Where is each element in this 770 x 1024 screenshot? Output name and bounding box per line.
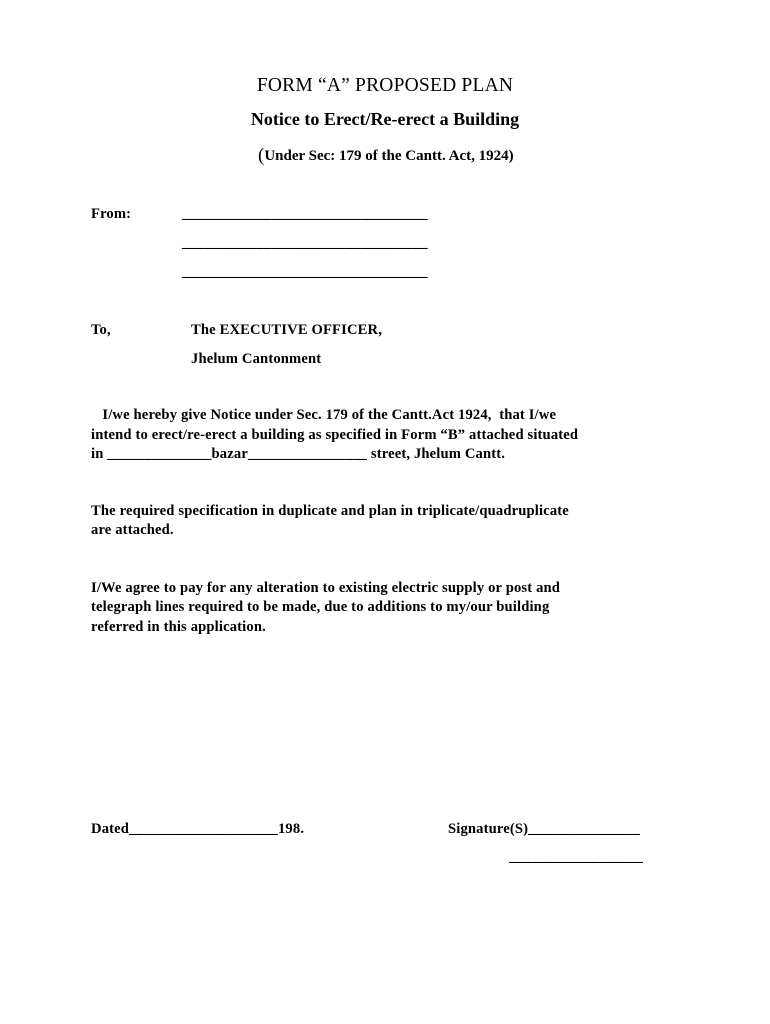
signature-field: Signature(S)_______________ bbox=[448, 821, 640, 837]
form-title: FORM “A” PROPOSED PLAN bbox=[256, 75, 514, 96]
from-blank-line-3: _________________________________ bbox=[182, 264, 428, 280]
notice-line-1: I/we hereby give Notice under Sec. 179 of the Cantt.Act 1924, that I/we bbox=[91, 407, 557, 423]
recipient-title: The EXECUTIVE OFFICER, bbox=[191, 322, 383, 338]
recipient-location: Jhelum Cantonment bbox=[191, 351, 322, 367]
notice-line-3: in ______________bazar________________ street, Jhelum Cantt. bbox=[91, 446, 506, 462]
act-reference-paren: ( bbox=[258, 145, 265, 166]
from-blank-line-2: _________________________________ bbox=[182, 235, 428, 251]
specification-line-2: are attached. bbox=[91, 522, 174, 538]
signature-field-line-2: __________________ bbox=[509, 849, 644, 865]
agreement-line-3: referred in this application. bbox=[91, 619, 266, 635]
specification-line-1: The required specification in duplicate and plan in triplicate/quadruplicate bbox=[91, 503, 569, 519]
dated-field: Dated____________________198. bbox=[91, 821, 305, 837]
from-label: From: bbox=[91, 206, 132, 222]
act-reference-text: Under Sec: 179 of the Cantt. Act, 1924) bbox=[264, 148, 514, 164]
agreement-line-2: telegraph lines required to be made, due to additions to my/our building bbox=[91, 599, 550, 615]
act-reference bbox=[258, 146, 514, 165]
notice-line-2: intend to erect/re-erect a building as specified in Form “B” attached situated bbox=[91, 427, 579, 443]
agreement-line-1: I/We agree to pay for any alteration to existing electric supply or post and bbox=[91, 580, 561, 596]
from-blank-line-1: _________________________________ bbox=[182, 206, 428, 222]
form-subtitle: Notice to Erect/Re-erect a Building bbox=[250, 109, 520, 129]
to-label: To, bbox=[91, 322, 111, 338]
